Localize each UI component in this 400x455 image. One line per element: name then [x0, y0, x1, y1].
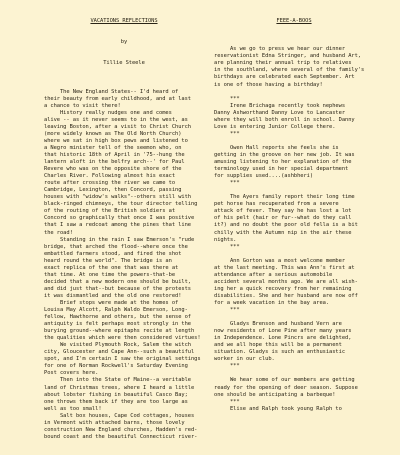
news-item-line: [214, 314, 374, 321]
news-item-line: [214, 39, 374, 46]
article-body-line: burying ground--where epitaphs recite at length: [44, 328, 195, 335]
article-body-line: a Negro minister tell of the seemon who, on: [44, 144, 182, 151]
article-body-line: Post covers here.: [44, 370, 99, 377]
article-body-line: heard round the world". The bridge is an: [44, 257, 172, 264]
article-body-line: embattled farmers stood, and fired the shot: [44, 250, 182, 257]
article-body-line: land of Christmas trees, where I heard a little: [44, 384, 195, 391]
article-body-line: bound coast and the beautiful Connecticut river-: [44, 433, 198, 440]
article-body-line: We visited Plymouth Rock, Salem the witch: [44, 342, 191, 349]
article-body-line: that time. At one time the powers-that-be: [44, 271, 176, 278]
news-item-line: pet horse has recuperated from a severe: [214, 201, 339, 208]
news-item-line: attack of fever. They say he has lost a lot: [214, 208, 352, 215]
article-title: VACATIONS REFLECTIONS: [90, 18, 158, 25]
article-body-line: History really nudges one and comes: [44, 109, 172, 116]
news-item-line: We hear some of our members are getting: [214, 377, 355, 384]
news-item-line: nights.: [214, 236, 237, 243]
news-item-line: getting in the groove on her new job. It was: [214, 151, 355, 158]
article-body-line: [44, 82, 204, 89]
article-body-line: The New England States-- I'd heard of: [44, 88, 179, 95]
news-item-line: Danny Ashworthand Danny Love to Lancaster: [214, 109, 346, 116]
news-item-line: Gladys Brenson and husband Vern are: [214, 321, 342, 328]
news-item-line: [214, 370, 374, 377]
news-item-line: are planning their annual trip to relatives: [214, 60, 352, 67]
news-item-line: [214, 138, 374, 145]
article-body-line: Salt box houses, Cape Cod cottages, houses: [44, 412, 195, 419]
news-item-line: is one of those having a birthday!: [214, 81, 323, 88]
news-item-line: As we go to press we hear our dinner: [214, 46, 346, 53]
news-item-line: in the southland, where several of the family's: [214, 67, 365, 74]
news-item-line: [214, 187, 374, 194]
article-body-line: leaving Boston, after a visit to Christ Church: [44, 123, 191, 130]
news-item-line: of his pelt (hair or fur--what do they call: [214, 215, 352, 222]
news-item-line: Owen Hall reports she feels she is: [214, 144, 339, 151]
article-body-line: about lobster fishing in beautiful Casco Bay;: [44, 391, 188, 398]
news-item-line: ready for the opening of deer season. Suppose: [214, 384, 358, 391]
article-body-line: city, Gloucester and Cape Ann--such a beautiful: [44, 349, 195, 356]
article-body-line: Brief stops were made at the homes of: [44, 299, 179, 306]
article-body-line: spot, and I'm certain I saw the original settings: [44, 356, 201, 363]
article-body-line: route after crossing the river we came to: [44, 180, 176, 187]
article-body-line: lantern aloft in the belfry arch--' for Paul: [44, 159, 185, 166]
article-body-line: where we sat in high box pews and listened to: [44, 137, 188, 144]
news-item-line: it?) and no doubt the poor old fella is a bit: [214, 222, 358, 229]
news-items: [214, 39, 374, 412]
news-item-line: ***: [214, 363, 240, 370]
article-body-line: that historic 18th of April in '75--hung the: [44, 151, 185, 158]
article-body-line: that I saw a redcoat among the pines that line: [44, 222, 191, 229]
news-item-line: birthdays are celebrated each September. Art: [214, 74, 355, 81]
article-body-line: the road!: [44, 229, 73, 236]
news-item-line: one should be anticipating a barbeque!: [214, 391, 336, 398]
article-body-line: it was dismantled and the old one restored!: [44, 292, 182, 299]
news-item-line: Elise and Ralph took young Ralph to: [214, 405, 342, 412]
news-item-line: for supplies used....(ashbheri): [214, 173, 314, 180]
article-body-line: for one of Norman Rockwell's Saturday Evening: [44, 363, 188, 370]
article-body-line: construction New England churches, Hadden's red-: [44, 426, 198, 433]
news-item-line: worker in our club.: [214, 356, 275, 363]
news-item-line: situation. Gladys is such an enthusiastic: [214, 349, 346, 356]
news-item-line: ing her a quick recovery from her remaining: [214, 285, 352, 292]
news-item-line: terminology used in her special department: [214, 166, 349, 173]
article-vacation-reflections: [44, 4, 204, 455]
article-body-line: one throws them back if they are too large as: [44, 398, 188, 405]
news-item-line: and we all hope this will be a permanent: [214, 342, 342, 349]
news-item-line: ***: [214, 243, 240, 250]
news-item-line: [214, 89, 374, 96]
news-item-line: Ann Gorton was a most welcome member: [214, 257, 346, 264]
article-body-line: of the routing of the British soldiers at: [44, 208, 176, 215]
news-column-peek-a-boos: [214, 4, 374, 427]
article-body-line: bridge, that arched the flood--where once the: [44, 243, 188, 250]
article-body-line: in Vermont with attached barns, those lovely: [44, 419, 185, 426]
article-body-line: decided that a new modern one should be built,: [44, 278, 191, 285]
article-body-line: Concord so graphically that once I was positive: [44, 215, 195, 222]
news-item-line: in Independence. Lone Pincrs are delighted,: [214, 335, 352, 342]
article-body-line: Charles River. Following almost his exact: [44, 173, 176, 180]
article-byline-by: by: [120, 39, 128, 46]
news-item-line: The Ayers family report their long time: [214, 194, 355, 201]
article-body-line: Standing in the rain I saw Emerson's "rude: [44, 236, 195, 243]
news-item-line: [214, 251, 374, 258]
article-body-line: and did just that--but because of the protests: [44, 285, 191, 292]
news-item-line: amusing listening to her explanation of the: [214, 159, 352, 166]
article-body-line: the qualities which were then considered virtues!: [44, 335, 201, 342]
article-body-line: antiquity is felt perhaps most strongly in the: [44, 321, 191, 328]
news-item-line: at the last meeting. This was Ann's first at: [214, 264, 355, 271]
news-item-line: chilly with the Autumn nip in the air these: [214, 229, 352, 236]
news-item-line: where they will both enroll in school. Danny: [214, 116, 355, 123]
news-item-line: ***: [214, 180, 240, 187]
article-body-line: exact replica of the one that was there at: [44, 264, 179, 271]
column-header: FEEE-A-BOOS: [276, 18, 312, 25]
article-body-line: alive -- as it never seems to in the west, as: [44, 116, 188, 123]
news-item-line: ***: [214, 398, 240, 405]
news-item-line: accident several months ago. We are all wish-: [214, 278, 358, 285]
article-body-line: fellow, Hawthorne and others, but the sense of: [44, 314, 191, 321]
news-item-line: for a week vacation in the bay area.: [214, 299, 330, 306]
article-body-line: Cambridge, Lexington, then Concord, passing: [44, 187, 182, 194]
article-body-line: their beauty from early childhood, and at last: [44, 95, 191, 102]
news-item-line: ***: [214, 130, 240, 137]
article-body: [44, 82, 204, 441]
news-item-line: Irene Brichaga recently took nephews: [214, 102, 346, 109]
news-item-line: ***: [214, 307, 240, 314]
news-item-line: disabilities. She and her husband are now off: [214, 292, 358, 299]
article-body-line: Then into the State of Maine--a veritable: [44, 377, 191, 384]
news-item-line: attendance after a serious automobile: [214, 271, 333, 278]
article-body-line: Revere who was on the opposite shore of the: [44, 166, 182, 173]
article-body-line: Louisa May Alcott, Ralph Waldo Emerson, Long-: [44, 307, 188, 314]
news-item-line: Love is entering Junior College there.: [214, 123, 336, 130]
article-author: Tillie Steele: [103, 60, 145, 67]
article-body-line: a chance to visit there!: [44, 102, 121, 109]
news-item-line: reservationist Edna Stringer, and husband Art,: [214, 53, 361, 60]
news-item-line: now residents of Lone Pine after many years: [214, 328, 352, 335]
article-body-line: (more widely known as The Old North Church): [44, 130, 182, 137]
news-item-line: ***: [214, 95, 240, 102]
article-body-line: well as too small!: [44, 405, 102, 412]
article-body-line: black-ringed chimneys, the tour director telling: [44, 201, 198, 208]
article-body-line: houses with "widow's walks"--others still with: [44, 194, 191, 201]
